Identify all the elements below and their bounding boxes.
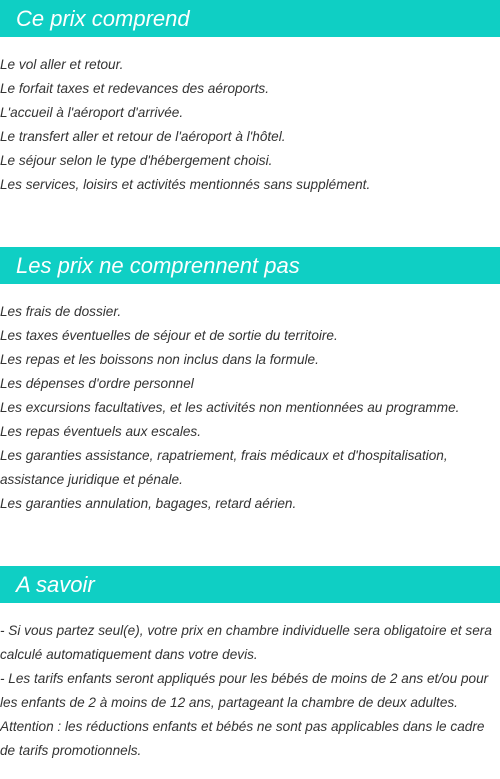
list-item: Les services, loisirs et activités mentionnés sans supplément. (0, 177, 371, 192)
list-item: Le vol aller et retour. (0, 57, 124, 72)
list-item: Les excursions facultatives, et les activités non mentionnées au programme. (0, 400, 460, 415)
list-item: Le transfert aller et retour de l'aéroport à l'hôtel. (0, 129, 286, 144)
list-item: Les taxes éventuelles de séjour et de sortie du territoire. (0, 328, 338, 343)
section-header-ce-prix-comprend: Ce prix comprend (0, 0, 500, 37)
list-item: L'accueil à l'aéroport d'arrivée. (0, 105, 184, 120)
not-included-list (0, 300, 500, 516)
list-item: Le forfait taxes et redevances des aéroports. (0, 81, 270, 96)
included-list (0, 53, 500, 197)
list-item: Les garanties assistance, rapatriement, frais médicaux et d'hospitalisation, assistance juridique et pénale. (0, 448, 448, 487)
list-item: Le séjour selon le type d'hébergement choisi. (0, 153, 273, 168)
list-item: Les repas et les boissons non inclus dans la formule. (0, 352, 319, 367)
list-item: Attention : les réductions enfants et bébés ne sont pas applicables dans le cadre de tarifs promotionnels. (0, 719, 485, 758)
section-header-not-included: Les prix ne comprennent pas (0, 247, 500, 284)
list-item: Les repas éventuels aux escales. (0, 424, 202, 439)
a-savoir-list (0, 619, 500, 763)
section-header-a-savoir: A savoir (0, 566, 500, 603)
list-item: - Si vous partez seul(e), votre prix en chambre individuelle sera obligatoire et sera calculé automatiquement dans votre devis. (0, 623, 492, 662)
list-item: Les garanties annulation, bagages, retard aérien. (0, 496, 297, 511)
list-item: Les frais de dossier. (0, 304, 122, 319)
list-item: Les dépenses d'ordre personnel (0, 376, 194, 391)
list-item: - Les tarifs enfants seront appliqués pour les bébés de moins de 2 ans et/ou pour les enfants de 2 à moins de 12 ans, partageant la chambre de deux adultes. (0, 671, 489, 710)
